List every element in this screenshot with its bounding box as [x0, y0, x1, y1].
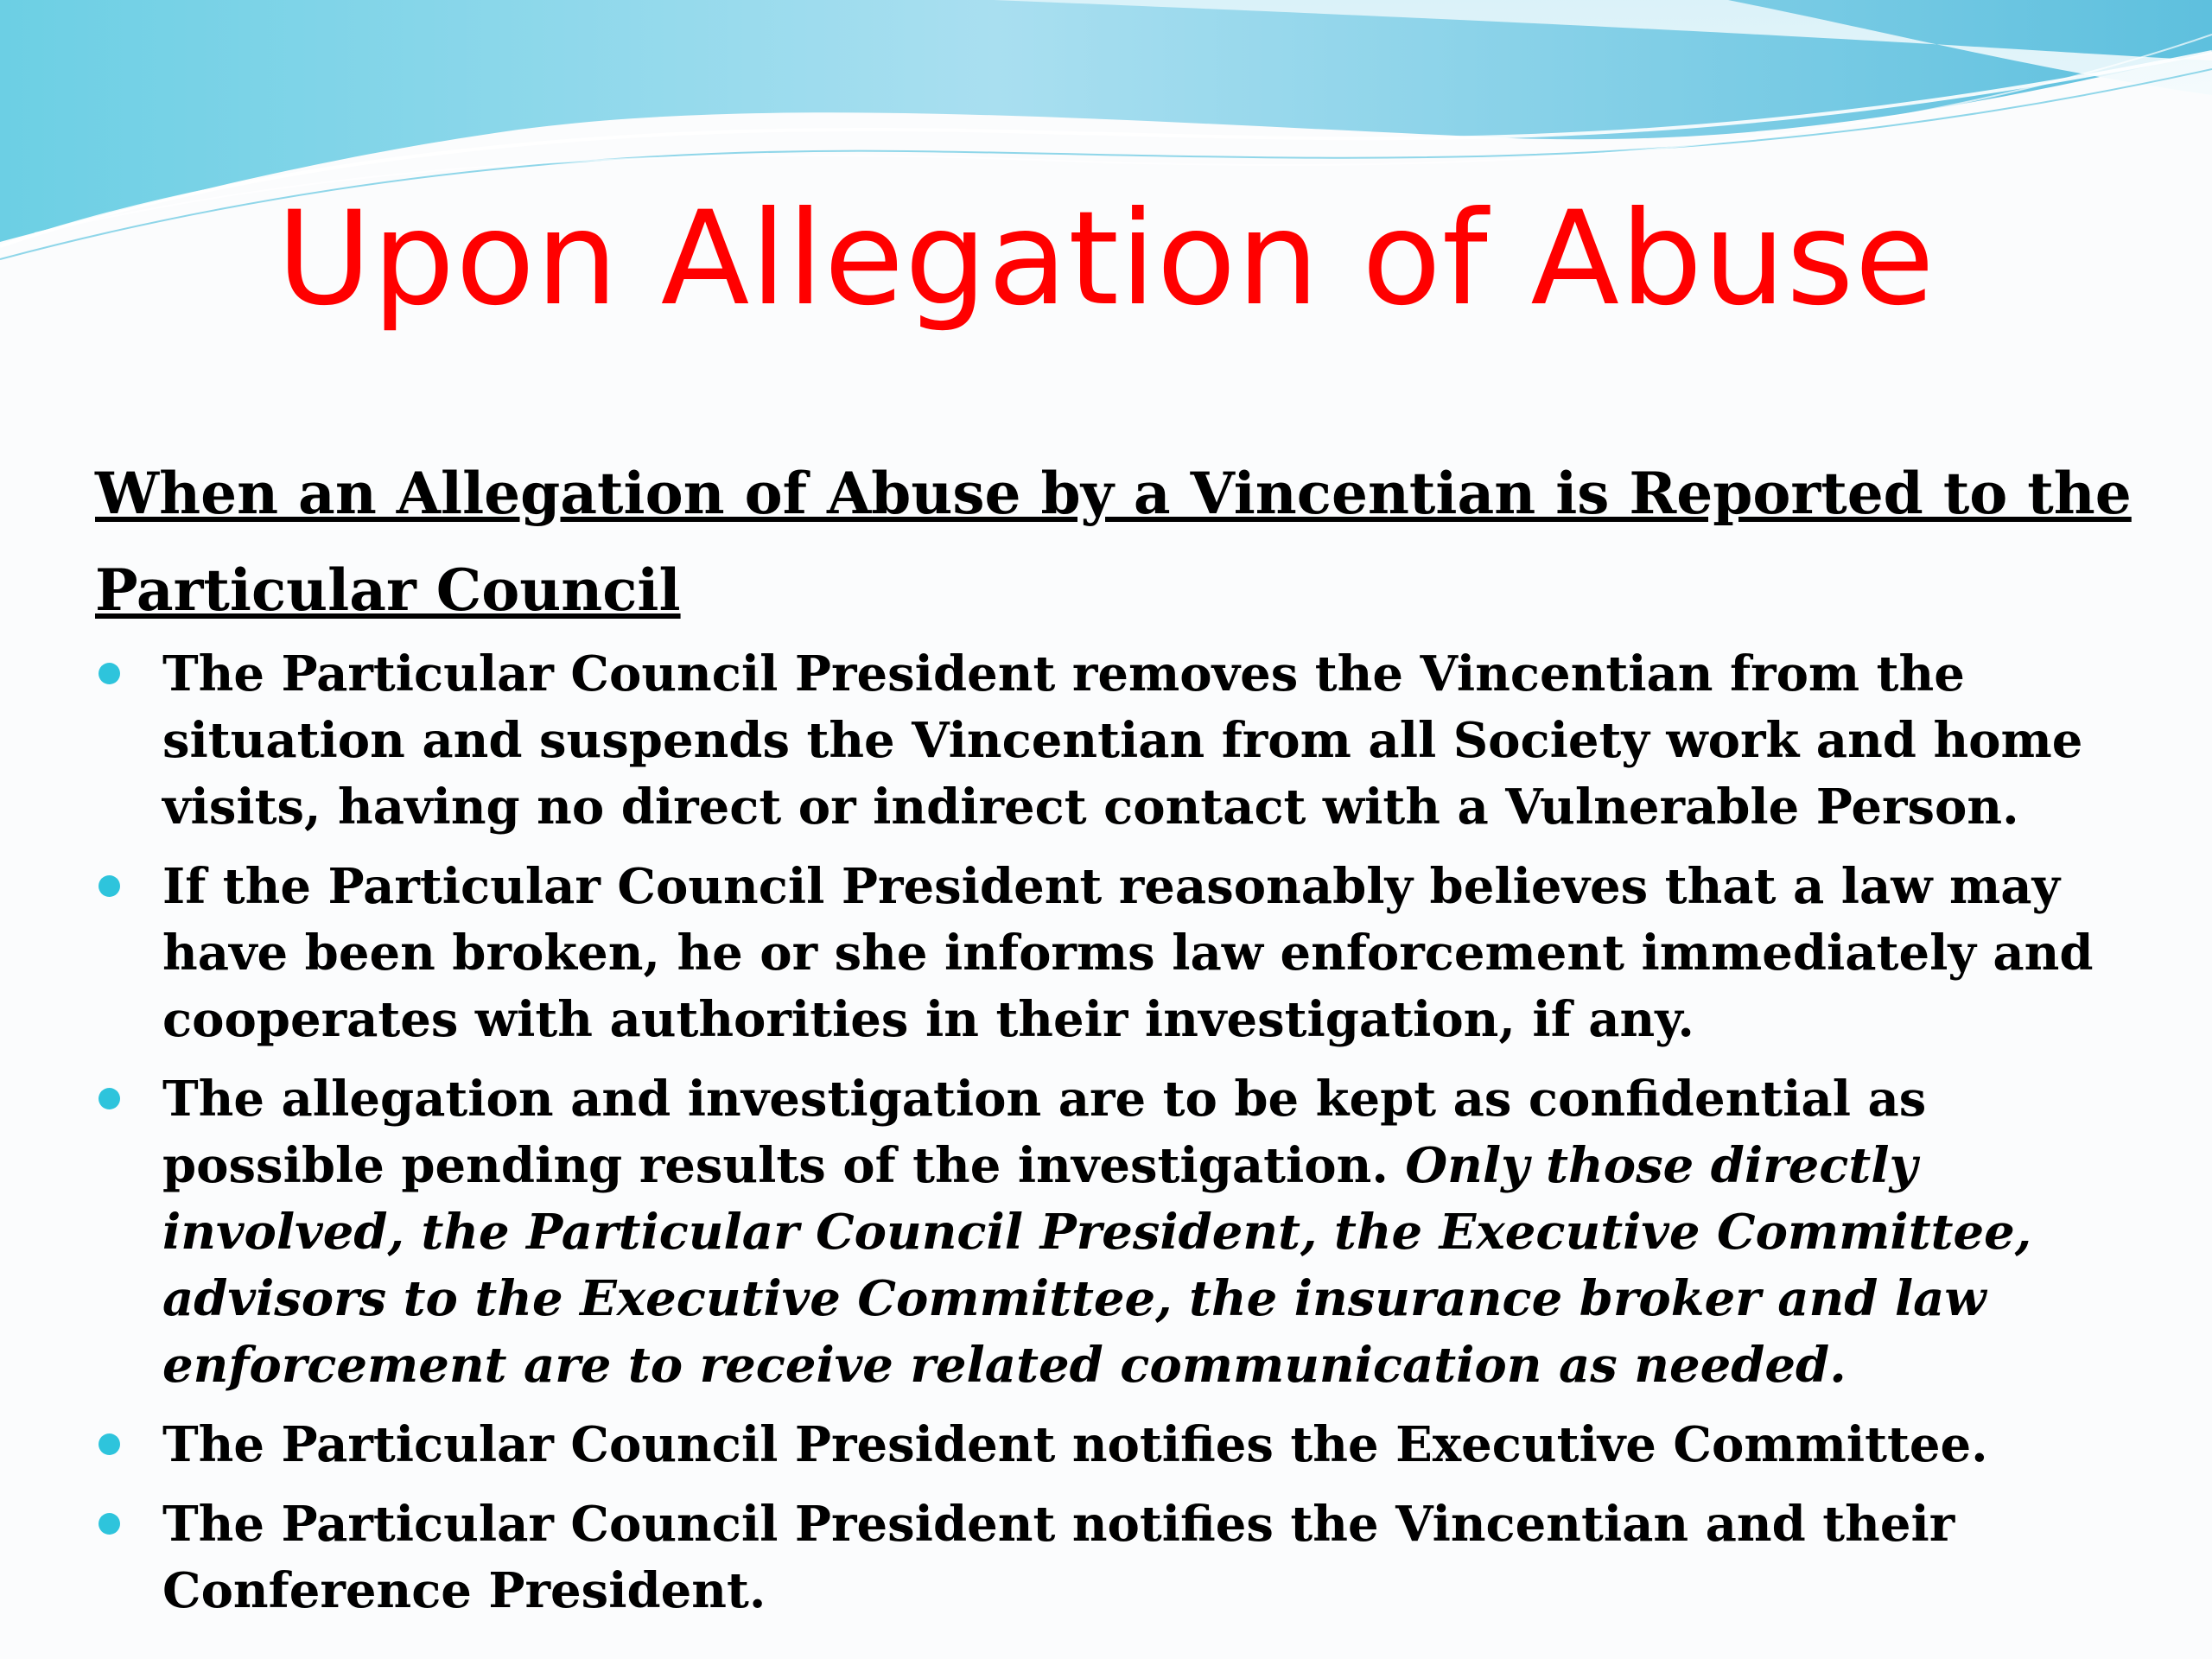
bullet-dot-icon: [99, 1088, 120, 1109]
bullet-text: The allegation and investigation are to be kept as confidential as possible pending results of the investigation.: [162, 1071, 1927, 1194]
bullet-item: [95, 641, 2143, 841]
bullet-dot-icon: [99, 663, 120, 684]
bullet-item: [95, 854, 2143, 1053]
bullet-item: [95, 1066, 2143, 1399]
bullet-item: [95, 1491, 2143, 1624]
bullet-item: [95, 1412, 2143, 1478]
bullet-italic-text: Only those directly involved, the Particular Council President, the Executive Committee, advisors to the Executive Committee, the insurance broker and law enforcement are to receive related communication as needed.: [162, 1137, 2032, 1394]
bullet-text: The Particular Council President removes the Vincentian from the situation and suspends the Vincentian from all Society work and home visits, having no direct or indirect contact with a Vulnerable Person.: [162, 645, 2083, 836]
bullet-dot-icon: [99, 1433, 120, 1455]
bullet-list: [95, 641, 2143, 1637]
bullet-dot-icon: [99, 1513, 120, 1535]
bullet-text: The Particular Council President notifies the Vincentian and their Conference President.: [162, 1496, 1955, 1619]
section-heading: [95, 445, 2152, 639]
section-heading-line-1: When an Allegation of Abuse by a Vincentian is Reported to the: [95, 460, 2132, 527]
bullet-text: The Particular Council President notifies the Executive Committee.: [162, 1416, 1988, 1473]
bullet-text: If the Particular Council President reasonably believes that a law may have been broken, he or she informs law enforcement immediately and cooperates with authorities in their investigation, if any.: [162, 858, 2094, 1048]
slide-title: Upon Allegation of Abuse: [276, 184, 1936, 334]
section-heading-line-2: Particular Council: [95, 556, 681, 624]
bullet-dot-icon: [99, 875, 120, 897]
